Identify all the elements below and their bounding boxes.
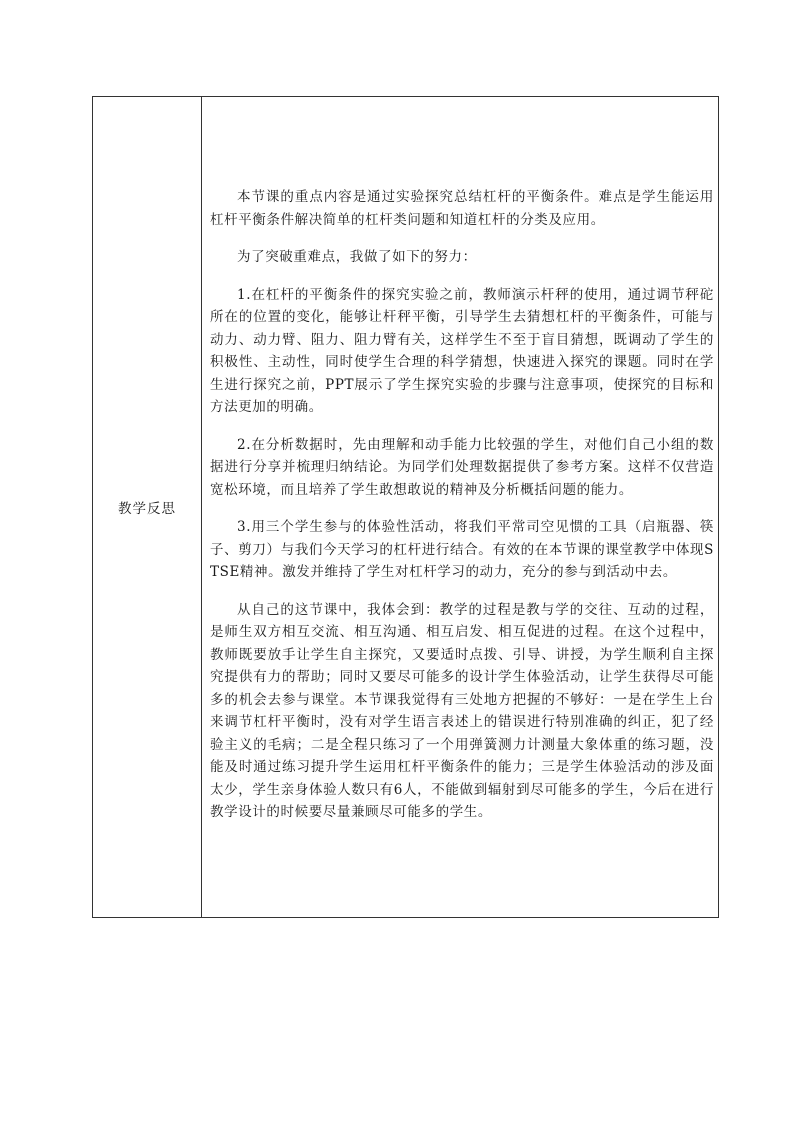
row-label-text: 教学反思 (118, 501, 176, 517)
paragraph-key-points: 本节课的重点内容是通过实验探究总结杠杆的平衡条件。难点是学生能运用杠杆平衡条件解决简单的杠杆类问题和知道杠杆的分类及应用。 (210, 189, 714, 228)
reflection-table (92, 96, 719, 918)
table-row (93, 97, 719, 918)
reflection-content (202, 97, 719, 918)
paragraph-effort-1: 1.在杠杆的平衡条件的探究实验之前，教师演示杆秤的使用，通过调节秤砣所在的位置的变化，能够让杆秤平衡，引导学生去猜想杠杆的平衡条件，可能与动力、动力臂、阻力、阻力臂有关，这样学生不至于盲目猜想，既调动了学生的积极性、主动性，同时使学生合理的科学猜想，快速进入探究的课题。同时在学生进行探究之前，PPT展示了学生探究实验的步骤与注意事项，使探究的目标和方法更加的明确。 (210, 286, 714, 416)
paragraph-effort-3: 3.用三个学生参与的体验性活动，将我们平常司空见惯的工具（启瓶器、筷子、剪刀）与我们今天学习的杠杆进行结合。有效的在本节课的课堂教学中体现STSE精神。激发并维持了学生对杠杆学习的动力，充分的参与到活动中去。 (210, 519, 714, 581)
row-label-teaching-reflection (93, 97, 202, 918)
paragraph-effort-2: 2.在分析数据时，先由理解和动手能力比较强的学生，对他们自己小组的数据进行分享并梳理归纳结论。为同学们处理数据提供了参考方案。这样不仅营造宽松环境，而且培养了学生敢想敢说的精神及分析概括问题的能力。 (210, 436, 714, 498)
paragraph-efforts-intro: 为了突破重难点，我做了如下的努力： (237, 249, 477, 266)
paragraph-summary: 从自己的这节课中，我体会到：教学的过程是教与学的交往、互动的过程，是师生双方相互交流、相互沟通、相互启发、相互促进的过程。在这个过程中，教师既要放手让学生自主探究，又要适时点拨、引导、讲授，为学生顺利自主探究提供有力的帮助；同时又要尽可能多的设计学生体验活动，让学生获得尽可能多的机会去参与课堂。本节课我觉得有三处地方把握的不够好：一是在学生上台来调节杠杆平衡时，没有对学生语言表述上的错误进行特别准确的纠正，犯了经验主义的毛病；二是全程只练习了一个用弹簧测力计测量大象体重的练习题，没能及时通过练习提升学生运用杠杆平衡条件的能力；三是学生体验活动的涉及面太少，学生亲身体验人数只有6人，不能做到辐射到尽可能多的学生，今后在进行教学设计的时候要尽量兼顾尽可能多的学生。 (210, 601, 714, 821)
